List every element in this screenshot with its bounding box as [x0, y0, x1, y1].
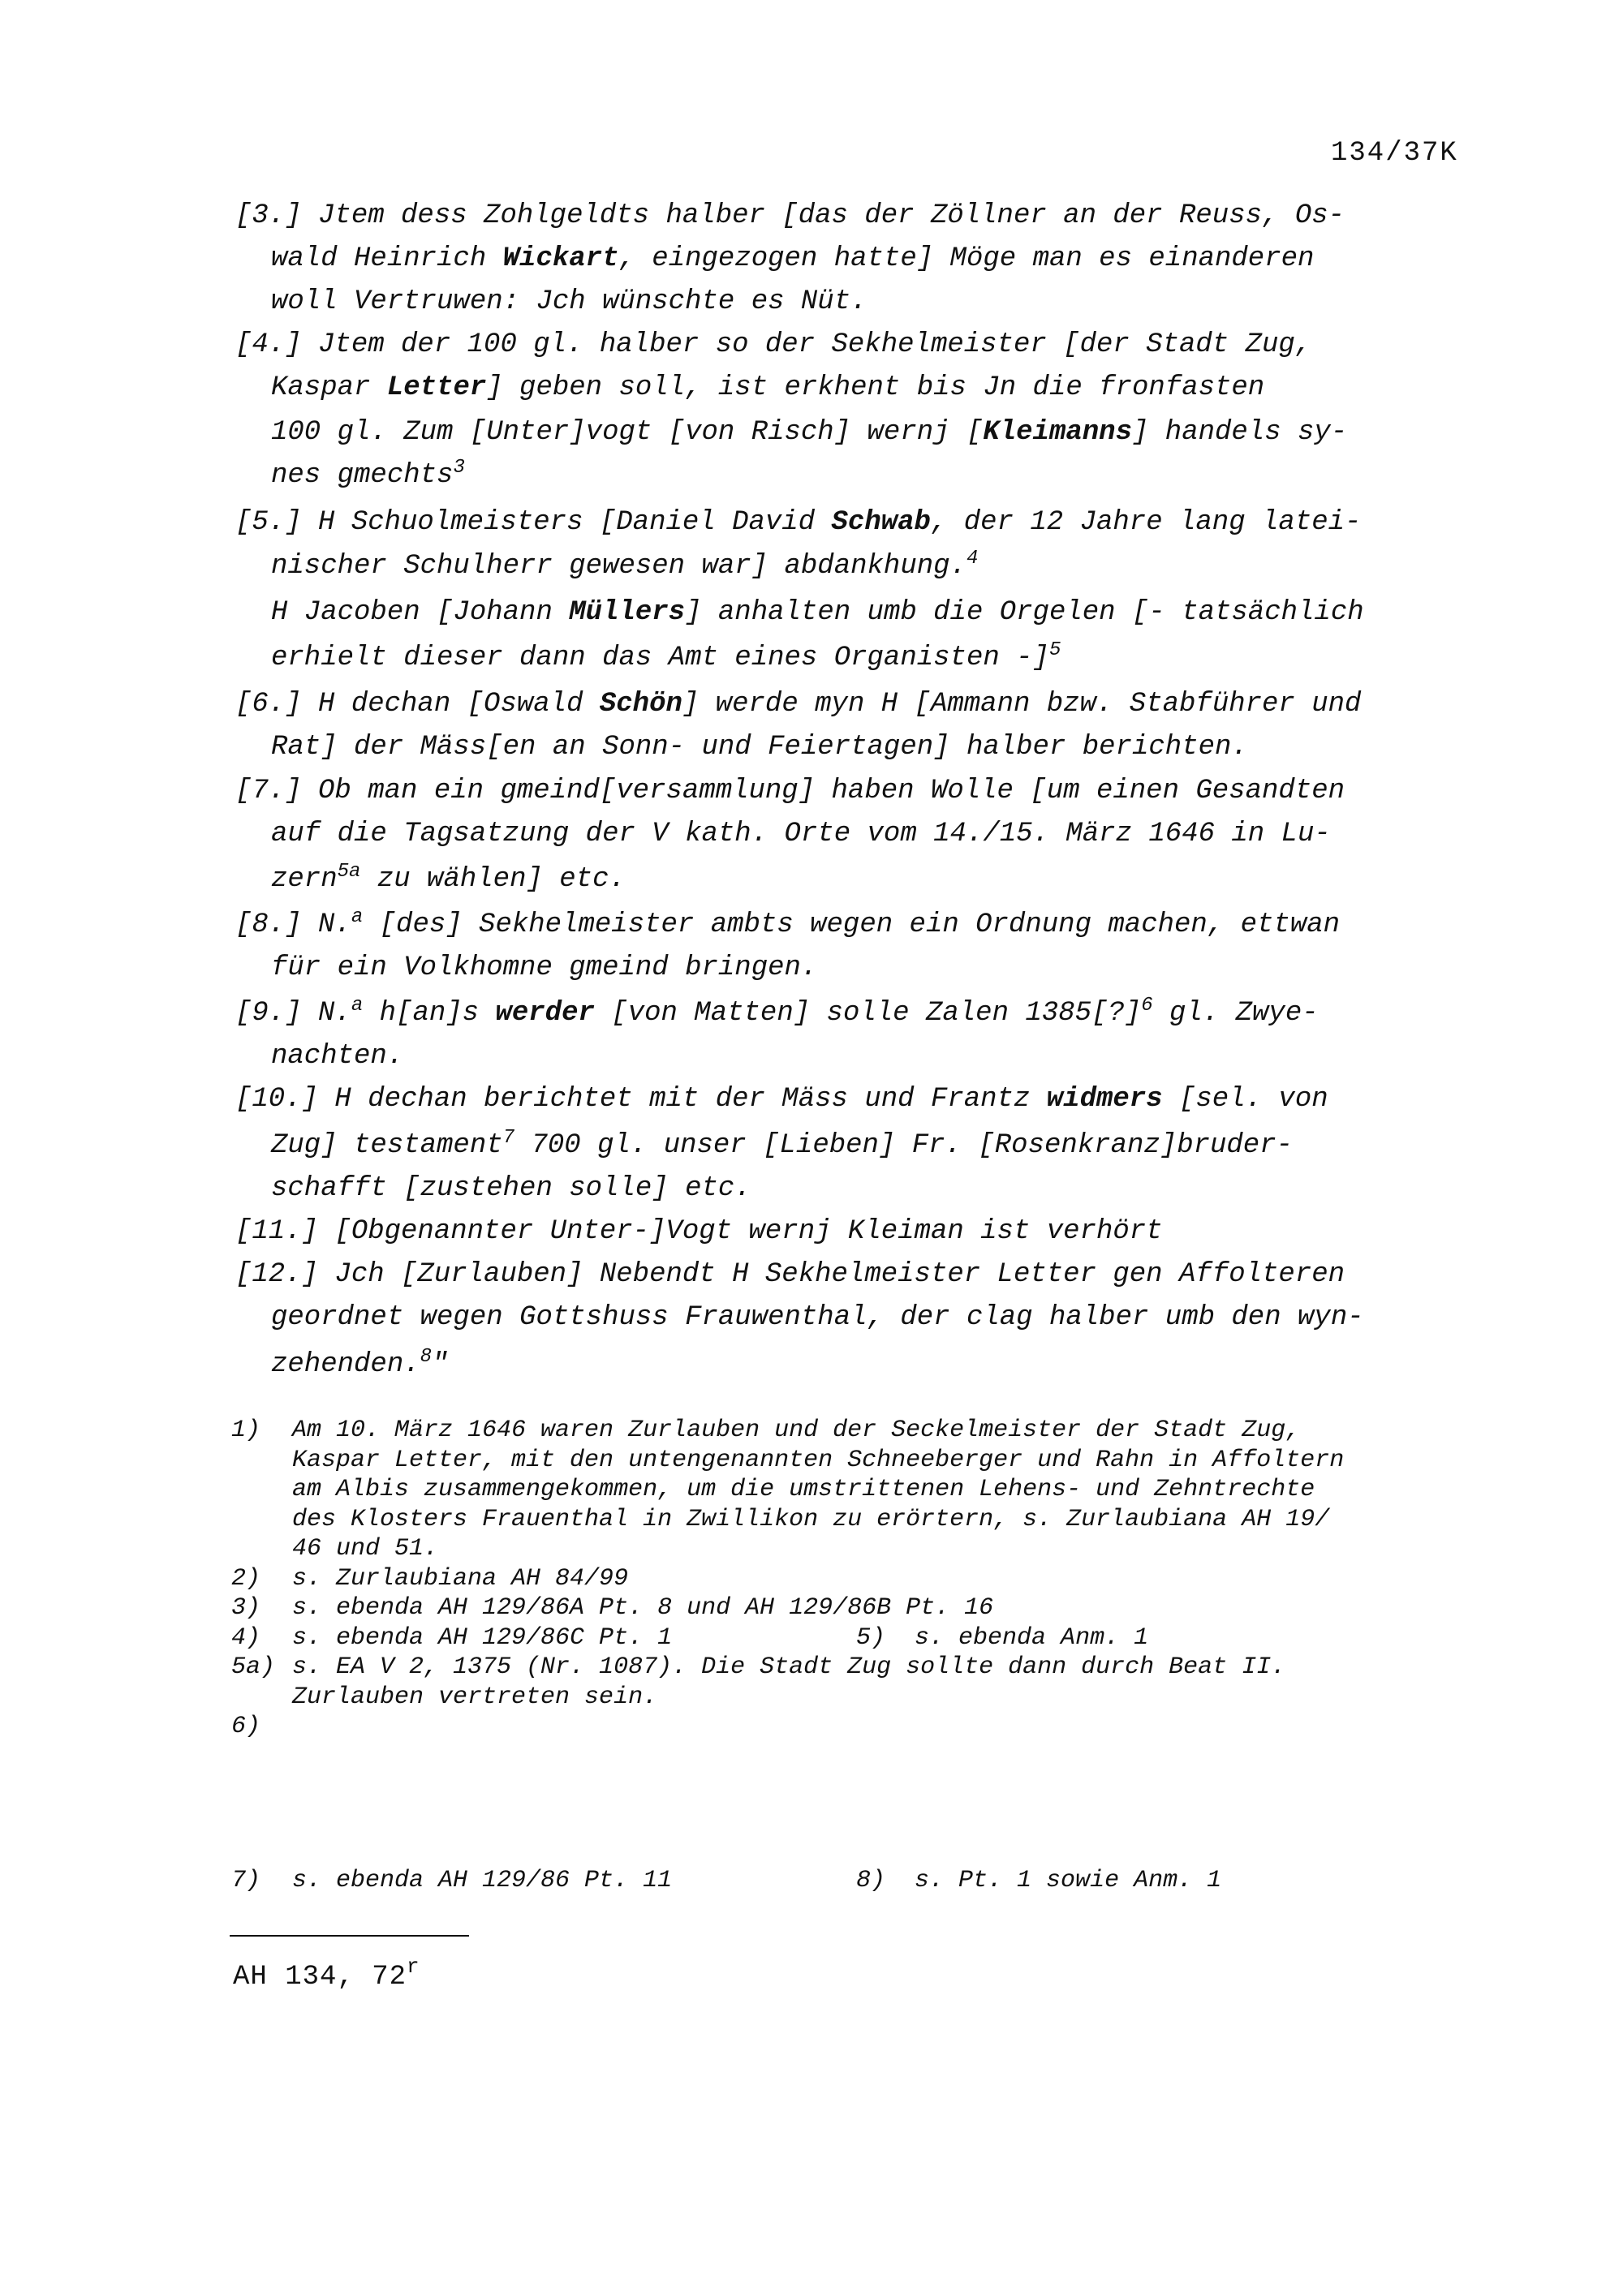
- footnote-number: 5a): [231, 1653, 276, 1681]
- text-line: [271, 281, 867, 324]
- footnote-line: Zurlauben vertreten sein.: [292, 1683, 658, 1711]
- footnote-marker: a: [351, 995, 364, 1017]
- text-segment: [3.] Jtem dess Zohlgeldts halber [das der Zöllner an der Reuss, Os-: [235, 200, 1345, 231]
- divider-rule: [230, 1935, 469, 1937]
- name-emphasis: Schwab: [831, 507, 931, 538]
- text-segment: auf die Tagsatzung der V kath. Orte vom 14./15. März 1646 in Lu-: [271, 819, 1331, 849]
- text-line: [235, 992, 1319, 1035]
- text-line: [235, 1253, 1345, 1296]
- footnote-1: [231, 1416, 1497, 1564]
- footnote-number: 7): [231, 1867, 261, 1894]
- footnote-line: s. EA V 2, 1375 (Nr. 1087). Die Stadt Zug sollte dann durch Beat II.: [292, 1653, 1286, 1681]
- text-line: [271, 637, 1061, 680]
- footnotes-7-8: [231, 1866, 1497, 1895]
- footnote-line: 46 und 51.: [292, 1535, 439, 1563]
- text-segment: nischer Schulherr gewesen war] abdankhung.: [271, 551, 966, 582]
- text-segment: [12.] Jch [Zurlauben] Nebendt H Sekhelmeister Letter gen Affolteren: [235, 1259, 1345, 1290]
- name-emphasis: Müllers: [569, 597, 686, 628]
- footnote-5a: [231, 1653, 1497, 1712]
- footnote-number: 8): [856, 1867, 886, 1894]
- footnote-marker: 6: [1141, 995, 1153, 1017]
- footnote-line: des Klosters Frauenthal in Zwillikon zu erörtern, s. Zurlaubiana AH 19/: [292, 1505, 1330, 1533]
- footnote-2: [231, 1564, 1497, 1594]
- text-segment: ] handels sy-: [1131, 417, 1348, 448]
- text-segment: wald Heinrich: [271, 243, 503, 274]
- text-segment: zern: [271, 864, 338, 895]
- text-segment: Rat] der Mäss[en an Sonn- und Feiertagen] halber berichten.: [271, 732, 1248, 763]
- text-segment: zu wählen] etc.: [360, 864, 626, 895]
- text-line: [235, 324, 1311, 367]
- text-segment: erhielt dieser dann das Amt eines Organisten -]: [271, 643, 1049, 673]
- text-segment: [7.] Ob man ein gmeind[versammlung] haben Wolle [um einen Gesandten: [235, 776, 1345, 806]
- text-line: [271, 726, 1248, 769]
- footnote-number: 4): [231, 1623, 261, 1652]
- name-emphasis: widmers: [1046, 1084, 1163, 1115]
- page-number: 134/37K: [1331, 138, 1458, 169]
- footnote-line: Am 10. März 1646 waren Zurlauben und der Seckelmeister der Stadt Zug,: [292, 1417, 1301, 1444]
- footnote-text: s. Zurlaubiana AH 84/99: [292, 1564, 629, 1593]
- text-line: [271, 1167, 751, 1210]
- footnote-text: [292, 1712, 1497, 1742]
- footnote-6: [231, 1712, 1497, 1742]
- text-segment: , der 12 Jahre lang latei-: [930, 507, 1362, 538]
- text-segment: H Jacoben [Johann: [271, 597, 570, 628]
- text-line: [235, 501, 1361, 544]
- footnote-4-5: [231, 1623, 1497, 1653]
- text-line: [235, 1210, 1163, 1253]
- text-segment: Zug] testament: [271, 1130, 503, 1161]
- text-line: [271, 545, 978, 588]
- text-line: [235, 195, 1345, 238]
- signature-text: AH 134, 72: [233, 1962, 407, 1993]
- text-line: [271, 1296, 1364, 1339]
- text-segment: Kaspar: [271, 372, 387, 403]
- text-line: [235, 683, 1361, 726]
- name-emphasis: werder: [495, 998, 595, 1029]
- footnote-3: [231, 1593, 1497, 1623]
- footnote-marker: 7: [502, 1127, 515, 1149]
- text-line: [235, 1078, 1328, 1121]
- footnote-7-8-row: [231, 1866, 1497, 1895]
- text-segment: geordnet wegen Gottshuss Frauwenthal, der clag halber umb den wyn-: [271, 1302, 1364, 1333]
- signature-superscript: r: [407, 1954, 420, 1979]
- footnote-number: 1): [231, 1417, 261, 1444]
- text-line: [235, 770, 1345, 813]
- text-segment: [von Matten] solle Zalen 1385[?]: [594, 998, 1142, 1029]
- footnote-line: am Albis zusammengekommen, um die umstrittenen Lehens- und Zehntrechte: [292, 1476, 1315, 1503]
- footnote-text: s. Pt. 1 sowie Anm. 1: [915, 1867, 1222, 1894]
- text-segment: [4.] Jtem der 100 gl. halber so der Sekhelmeister [der Stadt Zug,: [235, 329, 1312, 360]
- text-segment: schafft [zustehen solle] etc.: [271, 1173, 751, 1204]
- footnote-line: Kaspar Letter, mit den untengenannten Schneeberger und Rahn in Affoltern: [292, 1446, 1345, 1474]
- text-segment: nes gmechts: [271, 460, 454, 491]
- footnote-marker: 8: [420, 1346, 433, 1368]
- footnote-marker: 4: [966, 548, 979, 570]
- footnote-number: 5): [856, 1623, 886, 1652]
- name-emphasis: Letter: [386, 372, 487, 403]
- text-segment: 700 gl. unser [Lieben] Fr. [Rosenkranz]bruder-: [514, 1130, 1294, 1161]
- footnote-text: s. ebenda Anm. 1: [915, 1623, 1149, 1652]
- text-segment: [sel. von: [1162, 1084, 1328, 1115]
- text-line: [271, 1344, 448, 1387]
- text-segment: [5.] H Schuolmeisters [Daniel David: [235, 507, 832, 538]
- text-segment: [10.] H dechan berichtet mit der Mäss und Frantz: [235, 1084, 1047, 1115]
- text-segment: 100 gl. Zum [Unter]vogt [von Risch] wernj [: [271, 417, 984, 448]
- text-segment: nachten.: [271, 1041, 404, 1072]
- footnote-number: 3): [231, 1594, 261, 1622]
- text-segment: [8.] N.: [235, 909, 351, 940]
- text-segment: [9.] N.: [235, 998, 351, 1029]
- text-line: [271, 947, 817, 990]
- footnote-marker: a: [351, 906, 364, 928]
- text-segment: [11.] [Obgenannter Unter-]Vogt wernj Kleiman ist verhört: [235, 1216, 1163, 1247]
- text-segment: [des] Sekhelmeister ambts wegen ein Ordnung machen, ettwan: [363, 909, 1341, 940]
- footnote-text: s. ebenda AH 129/86A Pt. 8 und AH 129/86B Pt. 16: [292, 1594, 994, 1622]
- footnote-marker: 5a: [337, 861, 361, 883]
- text-line: [271, 858, 626, 901]
- text-line: [271, 238, 1314, 281]
- text-line: [271, 1124, 1293, 1167]
- text-line: [271, 813, 1331, 856]
- name-emphasis: Kleimanns: [983, 417, 1132, 448]
- text-line: [235, 904, 1340, 947]
- text-segment: ] werde myn H [Ammann bzw. Stabführer und: [682, 689, 1362, 720]
- footnote-number: 2): [231, 1564, 261, 1593]
- footnotes: [231, 1416, 1497, 1742]
- text-segment: ] anhalten umb die Orgelen [- tatsächlich: [685, 597, 1364, 628]
- name-emphasis: Wickart: [502, 243, 619, 274]
- text-segment: , eingezogen hatte] Möge man es einanderen: [618, 243, 1315, 274]
- text-segment: zehenden.: [271, 1349, 420, 1380]
- text-segment: [6.] H dechan [Oswald: [235, 689, 600, 720]
- footnote-marker: 3: [453, 457, 465, 479]
- text-line: [271, 367, 1264, 410]
- transcription-body: [235, 195, 1469, 1380]
- text-segment: woll Vertruwen: Jch wünschte es Nüt.: [271, 286, 867, 317]
- text-line: [271, 1035, 403, 1078]
- text-segment: h[an]s: [363, 998, 496, 1029]
- footnote-number: 6): [231, 1713, 261, 1740]
- text-line: [271, 411, 1347, 454]
- text-segment: ": [432, 1349, 449, 1380]
- text-line: [271, 591, 1364, 634]
- footnote-text: s. ebenda AH 129/86 Pt. 11: [292, 1867, 673, 1894]
- footnote-marker: 5: [1048, 639, 1061, 661]
- text-line: [271, 454, 465, 497]
- archive-signature: [233, 1954, 420, 1993]
- text-segment: ] geben soll, ist erkhent bis Jn die fronfasten: [486, 372, 1265, 403]
- name-emphasis: Schön: [599, 689, 682, 720]
- text-segment: gl. Zwye-: [1152, 998, 1319, 1029]
- text-segment: für ein Volkhomne gmeind bringen.: [271, 952, 818, 983]
- footnote-text: s. ebenda AH 129/86C Pt. 1: [292, 1623, 673, 1652]
